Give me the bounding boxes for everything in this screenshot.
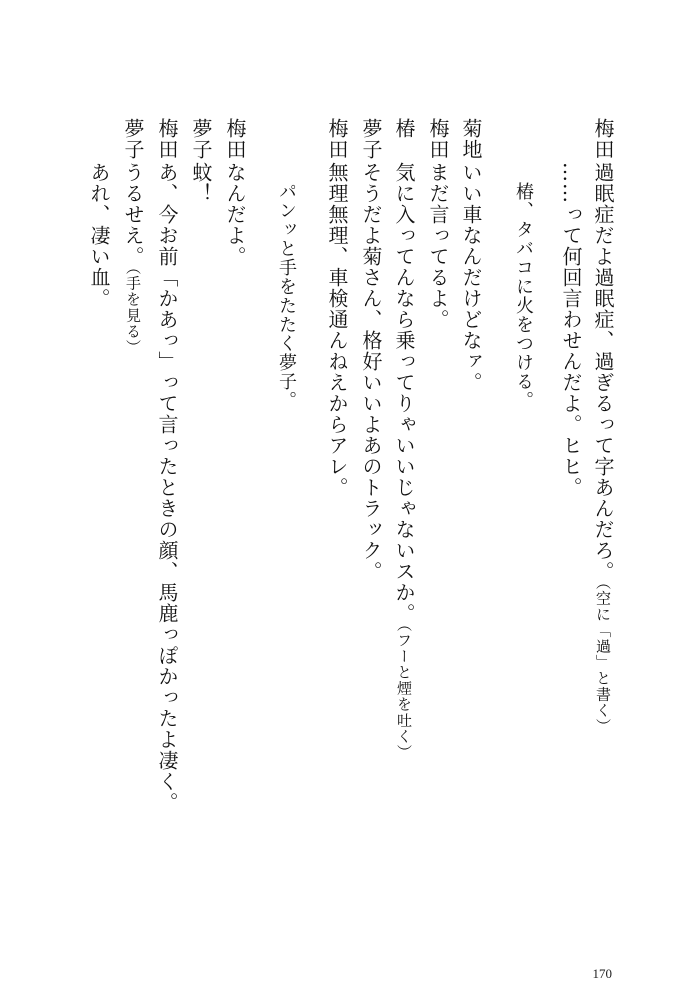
dialogue-line (157, 118, 177, 813)
page-number: 170 (592, 966, 612, 981)
dialogue-text: まだ言ってるよ。 (426, 162, 450, 330)
dialogue-line (191, 118, 211, 204)
dialogue-line (225, 118, 245, 267)
speaker-name: 夢子 (359, 118, 383, 160)
dialogue-text: あれ、凄い血。 (87, 162, 111, 309)
speaker-name: 梅田 (155, 118, 179, 160)
dialogue-text: 蚊！ (189, 162, 213, 204)
dialogue-text: ……って何回言わせんだよ。ヒヒ。 (559, 162, 583, 498)
dialogue-line (561, 162, 581, 498)
dialogue-line (428, 118, 448, 330)
dialogue-line (394, 118, 414, 761)
dialogue-line (123, 118, 143, 356)
speaker-name: 梅田 (223, 118, 247, 160)
dialogue-text: いい車なんだけどなァ。 (459, 162, 483, 393)
speaker-name: 椿 (392, 118, 416, 139)
speaker-name: 梅田 (325, 118, 349, 160)
stage-note: （空に「過」と書く） (594, 582, 612, 735)
dialogue-text: 気に入ってんなら乗ってりゃいいじゃないスか。 (392, 162, 416, 624)
dialogue-text: 無理無理、車検通んねえからアレ。 (325, 162, 349, 498)
dialogue-text: そうだよ菊さん、格好いいよあのトラック。 (359, 162, 383, 582)
speaker-name: 梅田 (426, 118, 450, 160)
dialogue-line (593, 118, 613, 735)
stage-note: （フーと煙を吐く） (395, 624, 413, 761)
dialogue-text: うるせえ。 (121, 162, 145, 267)
dialogue-text: なんだよ。 (223, 162, 247, 267)
dialogue-line (327, 118, 347, 498)
stage-direction: 椿、タバコに火をつける。 (513, 182, 534, 410)
speaker-name: 夢子 (121, 118, 145, 160)
dialogue-line (361, 118, 381, 582)
stage-note: （手を見る） (124, 267, 142, 356)
dialogue-line (89, 162, 109, 309)
dialogue-text: あ、今お前「かあっ」って言ったときの顔、馬鹿っぽかったよ凄く。 (155, 162, 179, 813)
speaker-name: 梅田 (591, 118, 615, 160)
stage-direction: パンッと手をたたく夢子。 (276, 182, 297, 410)
speaker-name: 菊地 (459, 118, 483, 160)
dialogue-text: 過眠症だよ過眠症、過ぎるって字あんだろ。 (591, 162, 615, 582)
speaker-name: 夢子 (189, 118, 213, 160)
dialogue-line (461, 118, 481, 393)
